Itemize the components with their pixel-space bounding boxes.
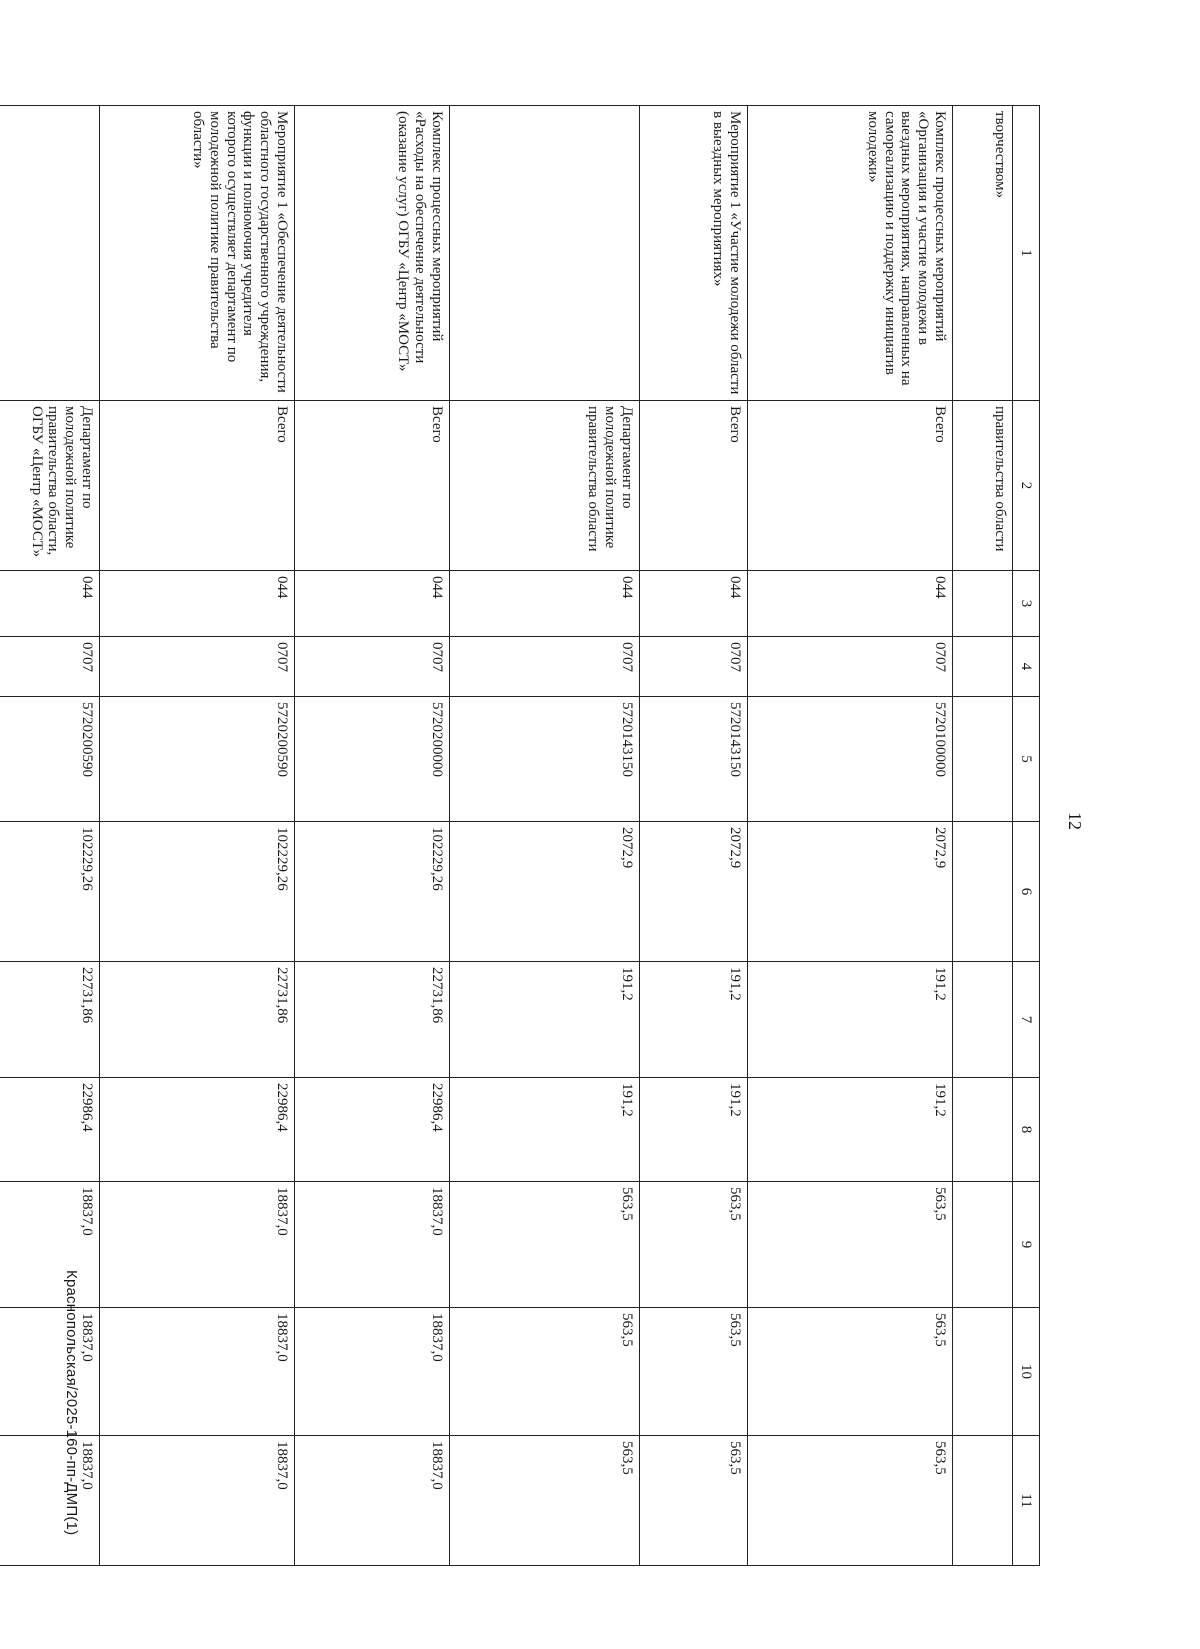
grbs-code-cell — [953, 571, 1013, 637]
year-3-amount-cell: 18837,0 — [100, 1182, 295, 1308]
target-article-cell: 5720143150 — [450, 697, 640, 822]
event-name-cell — [450, 106, 640, 401]
event-name-cell: творчеством» — [953, 106, 1013, 401]
year-3-amount-cell: 18837,0 — [295, 1182, 450, 1308]
year-5-amount-cell: 563,5 — [748, 1436, 953, 1566]
executor-cell: Всего — [100, 401, 295, 571]
page-number: 12 — [1065, 812, 1085, 830]
year-2-amount-cell: 191,2 — [640, 1078, 748, 1182]
year-3-amount-cell: 563,5 — [450, 1182, 640, 1308]
year-3-amount-cell: 563,5 — [748, 1182, 953, 1308]
grbs-code-cell: 044 — [295, 571, 450, 637]
section-code-cell: 0707 — [295, 637, 450, 697]
header-cell: 3 — [1013, 571, 1040, 637]
total-amount-cell: 2072,9 — [748, 822, 953, 962]
target-article-cell: 5720143150 — [640, 697, 748, 822]
year-5-amount-cell: 18837,0 — [0, 1436, 100, 1566]
year-4-amount-cell: 563,5 — [640, 1308, 748, 1436]
year-3-amount-cell — [953, 1182, 1013, 1308]
grbs-code-cell: 044 — [748, 571, 953, 637]
header-cell: 7 — [1013, 962, 1040, 1078]
executor-cell: Всего — [748, 401, 953, 571]
year-1-amount-cell: 22731,86 — [0, 962, 100, 1078]
target-article-cell: 5720200000 — [295, 697, 450, 822]
header-cell: 4 — [1013, 637, 1040, 697]
executor-cell: правительства области — [953, 401, 1013, 571]
year-4-amount-cell: 563,5 — [450, 1308, 640, 1436]
target-article-cell — [953, 697, 1013, 822]
header-cell: 5 — [1013, 697, 1040, 822]
year-3-amount-cell: 18837,0 — [0, 1182, 100, 1308]
budget-table — [0, 105, 1040, 1566]
table-row — [640, 106, 748, 1566]
executor-cell: Всего — [640, 401, 748, 571]
section-code-cell: 0707 — [748, 637, 953, 697]
year-5-amount-cell: 563,5 — [450, 1436, 640, 1566]
table-row — [295, 106, 450, 1566]
year-4-amount-cell: 18837,0 — [0, 1308, 100, 1436]
document-code: Краснопольская/2025-160-пп-ДМП(1) — [63, 1270, 80, 1536]
year-2-amount-cell: 22986,4 — [0, 1078, 100, 1182]
header-cell: 9 — [1013, 1182, 1040, 1308]
header-cell: 8 — [1013, 1078, 1040, 1182]
year-1-amount-cell: 191,2 — [450, 962, 640, 1078]
event-name-cell: Комплекс процессных мероприятий «Организация и участие молодежи в выездных мероприятиях, направленных на самореализацию и поддержку инициатив молодежи» — [748, 106, 953, 401]
table-row — [100, 106, 295, 1566]
event-name-cell: Комплекс процессных мероприятий «Расходы на обеспечение деятельности (оказание услуг) ОГБУ «Центр «МОСТ» — [295, 106, 450, 401]
header-cell: 6 — [1013, 822, 1040, 962]
grbs-code-cell: 044 — [640, 571, 748, 637]
year-2-amount-cell: 191,2 — [748, 1078, 953, 1182]
grbs-code-cell: 044 — [0, 571, 100, 637]
year-4-amount-cell: 18837,0 — [100, 1308, 295, 1436]
year-1-amount-cell: 22731,86 — [295, 962, 450, 1078]
section-code-cell: 0707 — [100, 637, 295, 697]
year-5-amount-cell: 18837,0 — [295, 1436, 450, 1566]
target-article-cell: 5720200590 — [0, 697, 100, 822]
year-5-amount-cell — [953, 1436, 1013, 1566]
executor-cell: Департамент по молодежной политике правительства области — [450, 401, 640, 571]
table-row — [450, 106, 640, 1566]
event-name-cell: Мероприятие 1 «Участие молодежи области в выездных мероприятиях» — [640, 106, 748, 401]
header-cell: 11 — [1013, 1436, 1040, 1566]
table-row — [953, 106, 1013, 1566]
year-1-amount-cell: 22731,86 — [100, 962, 295, 1078]
header-cell: 10 — [1013, 1308, 1040, 1436]
year-1-amount-cell — [953, 962, 1013, 1078]
section-code-cell: 0707 — [450, 637, 640, 697]
section-code-cell — [953, 637, 1013, 697]
year-2-amount-cell — [953, 1078, 1013, 1182]
executor-cell: Всего — [295, 401, 450, 571]
year-1-amount-cell: 191,2 — [748, 962, 953, 1078]
year-4-amount-cell: 18837,0 — [295, 1308, 450, 1436]
target-article-cell: 5720100000 — [748, 697, 953, 822]
target-article-cell: 5720200590 — [100, 697, 295, 822]
grbs-code-cell: 044 — [450, 571, 640, 637]
event-name-cell — [0, 106, 100, 401]
year-3-amount-cell: 563,5 — [640, 1182, 748, 1308]
year-2-amount-cell: 22986,4 — [295, 1078, 450, 1182]
year-5-amount-cell: 18837,0 — [100, 1436, 295, 1566]
section-code-cell: 0707 — [0, 637, 100, 697]
year-4-amount-cell: 563,5 — [748, 1308, 953, 1436]
year-5-amount-cell: 563,5 — [640, 1436, 748, 1566]
event-name-cell: Мероприятие 1 «Обеспечение деятельности областного государственного учреждения, функции и полномочия учредителя которого осуществляет департамент по молодежной политике правительства области» — [100, 106, 295, 401]
header-cell: 2 — [1013, 401, 1040, 571]
header-cell: 1 — [1013, 106, 1040, 401]
total-amount-cell: 2072,9 — [640, 822, 748, 962]
table-row — [748, 106, 953, 1566]
year-4-amount-cell — [953, 1308, 1013, 1436]
total-amount-cell: 102229,26 — [0, 822, 100, 962]
table-row — [0, 106, 100, 1566]
total-amount-cell: 102229,26 — [100, 822, 295, 962]
total-amount-cell: 2072,9 — [450, 822, 640, 962]
year-2-amount-cell: 191,2 — [450, 1078, 640, 1182]
year-1-amount-cell: 191,2 — [640, 962, 748, 1078]
section-code-cell: 0707 — [640, 637, 748, 697]
total-amount-cell — [953, 822, 1013, 962]
total-amount-cell: 102229,26 — [295, 822, 450, 962]
year-2-amount-cell: 22986,4 — [100, 1078, 295, 1182]
table-header-row — [1013, 106, 1040, 1566]
executor-cell: Департамент по молодежной политике правительства области, ОГБУ «Центр «МОСТ» — [0, 401, 100, 571]
grbs-code-cell: 044 — [100, 571, 295, 637]
